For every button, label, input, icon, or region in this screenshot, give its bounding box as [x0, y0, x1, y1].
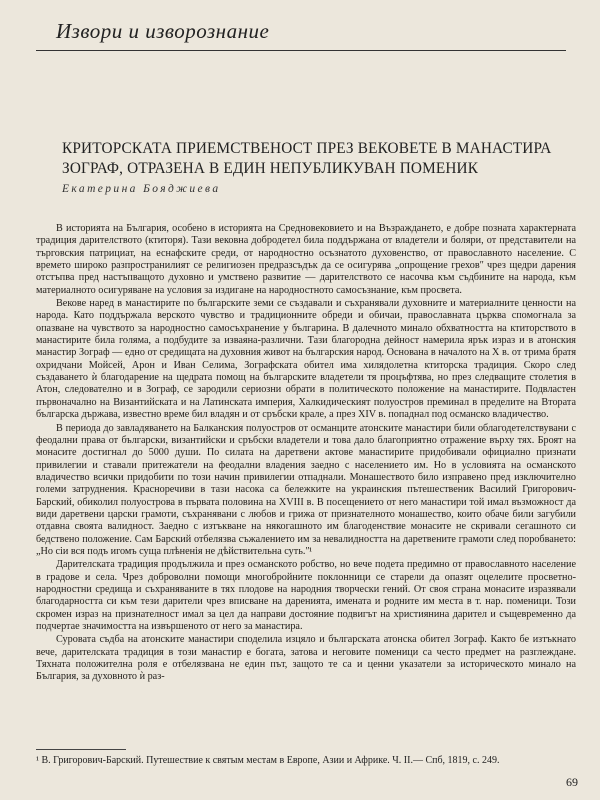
body-paragraph: Даритeлската традиция продължила и през османското робство, но вече подета предимно от православното население в градове и села. Чрез доброволни помощи многобройните поклонници се старели да опазят оцелелите просветно-народностни средища и съхраняваните в тях плодове на народния творчески гений. От своя страна монасите изразявали благодарността си към тези дарители чрез вписване на даренията, имената и родните им места в т. нар. поменици. Този скромен израз на признателност имал за цел да направи достояние подвигът на християнина дарител и същевременно да подчертае значимостта на извършеното от него за манастира. [36, 559, 576, 632]
body-paragraph: Суровата съдба на атонските манастири споделила изцяло и българската атонска обител Зограф. Както бе изтъкнато вече, даритeлската традиция в този манастир е богата, затова и неговите поменици са често предмет на разглеждане. Тяхната положителна роля е отбелязвана не един път, защото те са и ценни указатели за историческото минало на България, за духовното ѝ раз- [36, 634, 576, 683]
page-number: 69 [566, 775, 578, 789]
footnote-text: В. Григорович-Барский. Путешествие к святым местам в Европе, Азии и Африке. Ч. II.— Спб, 1819, с. 249. [41, 755, 500, 766]
footnote [36, 754, 576, 767]
header-divider [36, 50, 566, 51]
section-title: Извори и изворознание [56, 19, 270, 43]
article-title-line: КРИТОРСКАТА ПРИЕМСТВЕНОСТ ПРЕЗ ВЕКОВЕТЕ В МАНАСТИРА [62, 140, 552, 157]
body-paragraph: В периода до завладяването на Балканския полуостров от османците атонските манастири били облагодетелствувани с феодални права от български, византийски и сръбски владетели и това дало благоприятно отражение върху тях. Броят на монасите достигнал до 5000 души. По силата на даретвени актове манастирите придобивали официално признати привилегии и ставали притежатели на феодални владения заедно с населението им. Но в условията на османското владичество всички придобити по този начин привилегии отпаднали. Монашеството било изправено пред изключително големи затруднения. Красноречиви в тази насока са бележките на украинския пътешественик Василий Григорович-Барский, обиколил полуострова в първата половина на XVIII в. В посещението от него манастири той имал възможност да види даретвени царски грамоти, съхранявани с любов и грижа от признателното монашество, които обаче били загубили отдавна своята валидност. Заедно с изтъкване на някогашното им благоденствие монасите не скривали сегашното си бедствено положение. Сам Барский отбелязва съжалението им за невалидността на даретвените грамоти след поробването: „Но сiи вся подъ игомъ суща плѣненiя не дѣйствительна суть.ʺ¹ [36, 422, 576, 557]
footnote-marker: ¹ [36, 755, 39, 766]
section-header [36, 6, 566, 48]
article-title-line: ЗОГРАФ, ОТРАЗЕНА В ЕДИН НЕПУБЛИКУВАН ПОМЕНИК [62, 160, 479, 177]
body-paragraph: Векове наред в манастирите по българските земи се създавали и съхранявали духовните и материалните ценности на народа. Като поддържала верското чувство и традиционните обреди и обичаи, православната църква спомогнала за опазване на чувството за народностно самосъхранение у българина. В далечното минало обхватността на ктиторството в манастирите била голяма, а подбудите за изваяна-различни. Тази благородна дейност намерила ярък израз и в атонския манастир Зограф — едно от средищата на духовния живот на българския народ. Основана в началото на X в. от трима братя охридчани Мойсей, Арон и Иван Селима, Зографската обител има хилядолетна ктиторска традиция. Скоро след създаването ѝ благодарение на щедрата помощ на българските владетели тя процъфтява, но през следващите столетия в Атон, следователно и в Зограф, се зародили сериозни обрати в политическото положение на манастирите. Подвластен първоначално на Византийската и на Латинската империя, Халкидическият полуостров преминал в пределите на Втората българска държава, известно време бил владян и от сръбски крале, а през XIV в. попаднал под османско владичество. [36, 298, 576, 421]
article-body [36, 223, 576, 685]
body-paragraph: В историята на България, особено в историята на Средновековието и на Възраждането, е добре позната характерната традиция даритeлството (ктиторя). Тази вековна добродетел била поддържана от владетели и боляри, от представители на търговския патрициат, на еснафските среди, от народностно осъзнатото духовенство, от православното население. С времето широко разпространилият се религиозен предразсъдък да се осигурява „опрощение греховʺ чрез щедри дарения отстъпва пред настъпващото духовно и умствено развитие — даритeлството се насочва към съдбините на народа, към материалното осигуряване на условия за издигане на народностното самосъзнание, към просвета. [36, 223, 576, 296]
article-author: Екатерина Бояджиева [62, 183, 221, 195]
article-title [62, 139, 562, 179]
footnote-divider [36, 749, 126, 750]
